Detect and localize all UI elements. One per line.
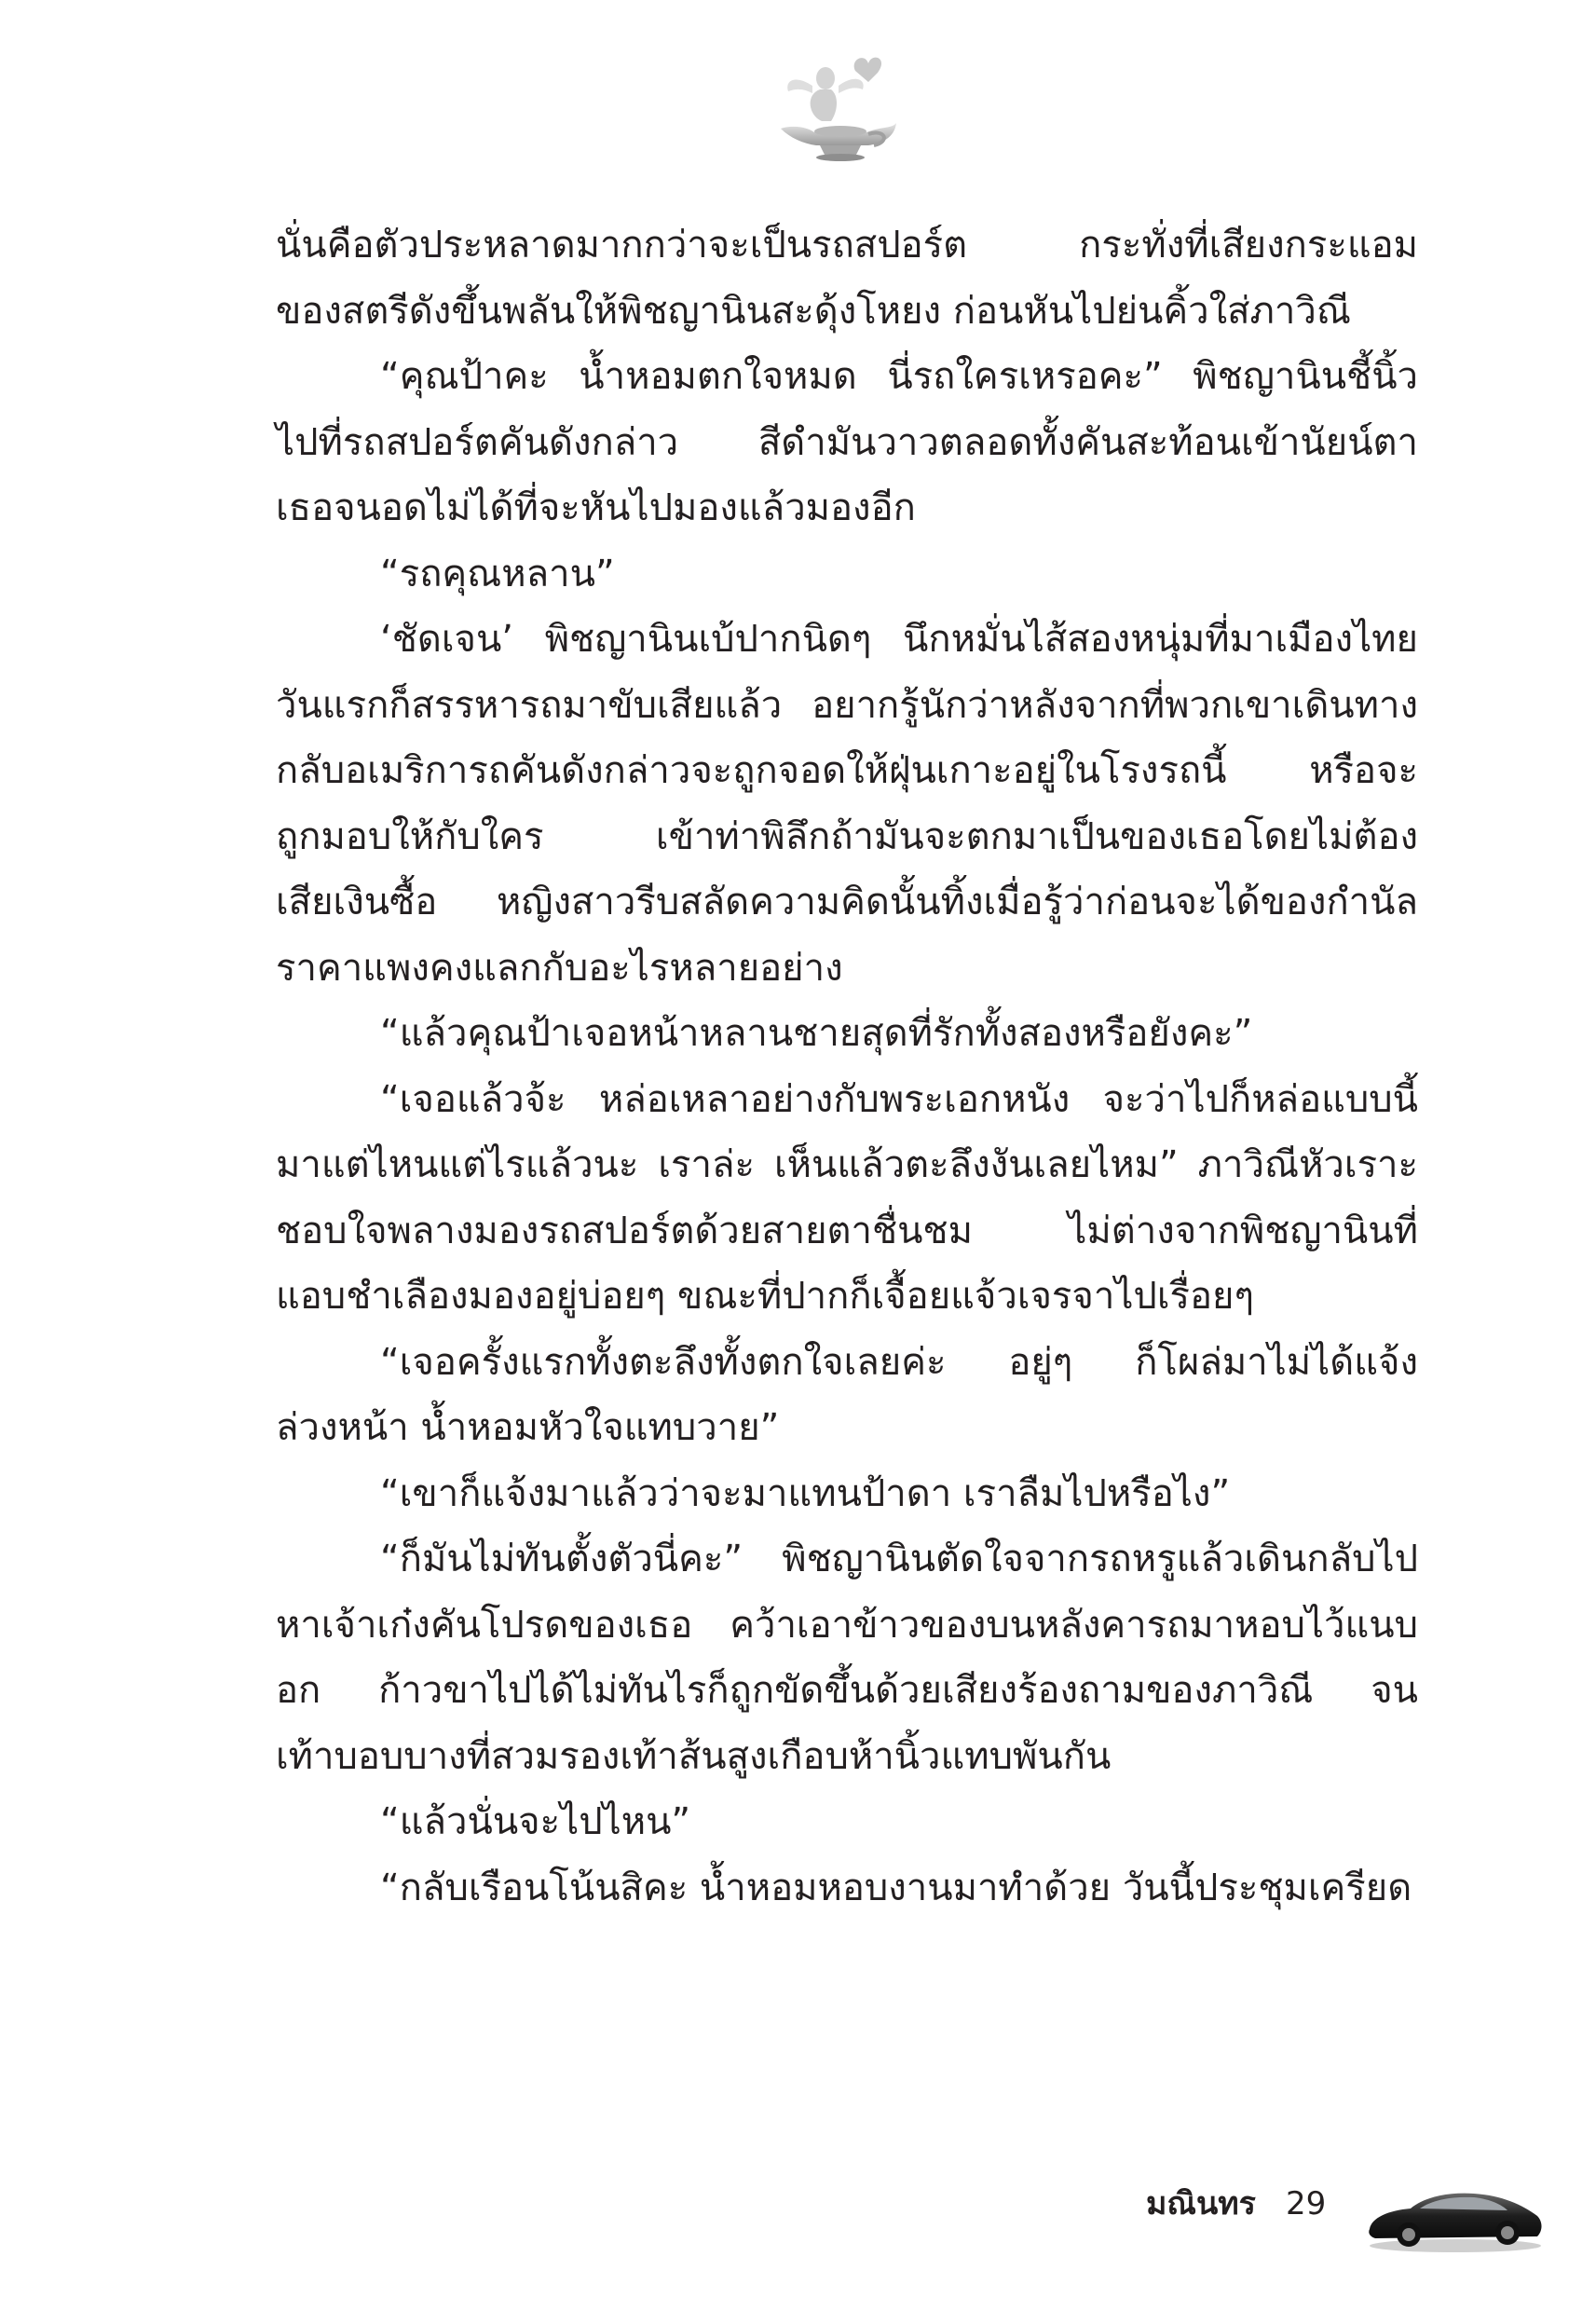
text-line: “รถคุณหลาน” <box>380 552 615 595</box>
text-line: วันแรกก็สรรหารถมาขับเสียแล้ว อยากรู้นักว่าหลังจากที่พวกเขาเดินทาง <box>276 683 1418 727</box>
text-line: ไปที่รถสปอร์ตคันดังกล่าว สีดำมันวาวตลอดทั้งคันสะท้อนเข้านัยน์ตา <box>276 420 1418 464</box>
text-line: กลับอเมริการถคันดังกล่าวจะถูกจอดให้ฝุ่นเกาะอยู่ในโรงรถนี้ หรือจะ <box>276 749 1418 792</box>
page-footer <box>1146 2171 1556 2274</box>
sports-car-icon <box>1362 2171 1548 2255</box>
paragraph <box>276 1330 1418 1461</box>
page-number: 29 <box>1286 2185 1327 2222</box>
text-line: “เขาก็แจ้งมาแล้วว่าจะมาแทนป้าดา เราลืมไปหรือไง” <box>380 1471 1231 1515</box>
paragraph <box>276 1001 1418 1067</box>
paragraph <box>276 607 1418 1001</box>
text-line: “คุณป้าคะ น้ำหอมตกใจหมด นี่รถใครเหรอคะ” พิชญานินชี้นิ้ว <box>380 355 1418 398</box>
paragraph <box>276 1526 1418 1789</box>
text-line: “ก็มันไม่ทันตั้งตัวนี่คะ” พิชญานินตัดใจจากรถหรูแล้วเดินกลับไป <box>380 1538 1418 1580</box>
text-line: เธอจนอดไม่ได้ที่จะหันไปมองแล้วมองอีก <box>276 486 916 529</box>
text-line: “เจอครั้งแรกทั้งตะลึงทั้งตกใจเลยค่ะ อยู่ๆ ก็โผล่มาไม่ได้แจ้ง <box>380 1340 1418 1384</box>
text-line: “กลับเรือนโน้นสิคะ น้ำหอมหอบงานมาทำด้วย วันนี้ประชุมเครียด <box>380 1866 1412 1909</box>
paragraph <box>276 541 1418 608</box>
text-line: “แล้วคุณป้าเจอหน้าหลานชายสุดที่รักทั้งสองหรือยังคะ” <box>380 1012 1253 1055</box>
paragraph <box>276 1461 1418 1527</box>
text-line: มาแต่ไหนแต่ไรแล้วนะ เราล่ะ เห็นแล้วตะลึงงันเลยไหม” ภาวิณีหัวเราะ <box>276 1143 1418 1186</box>
text-line: ‘ชัดเจน’ พิชญานินเบ้ปากนิดๆ นึกหมั่นไส้สองหนุ่มที่มาเมืองไทย <box>380 618 1418 661</box>
main-text <box>276 212 1418 1921</box>
paragraph <box>276 212 1418 344</box>
paragraph <box>276 1067 1418 1330</box>
paragraph <box>276 1855 1418 1921</box>
text-line: ของสตรีดังขึ้นพลันให้พิชญานินสะดุ้งโหยง ก่อนหันไปย่นคิ้วใส่ภาวิณี <box>276 289 1351 333</box>
text-line: “เจอแล้วจ้ะ หล่อเหลาอย่างกับพระเอกหนัง จะว่าไปก็หล่อแบบนี้ <box>380 1077 1418 1121</box>
text-line: เท้าบอบบางที่สวมรองเท้าส้นสูงเกือบห้านิ้วแทบพันกัน <box>276 1734 1112 1778</box>
text-line: ชอบใจพลางมองรถสปอร์ตด้วยสายตาชื่นชม ไม่ต่างจากพิชญานินที่ <box>276 1209 1418 1252</box>
paragraph <box>276 1789 1418 1855</box>
text-line: นั่นคือตัวประหลาดมากกว่าจะเป็นรถสปอร์ต กระทั่งที่เสียงกระแอม <box>276 224 1418 267</box>
author-name: มณินทร <box>1146 2185 1256 2222</box>
paragraph <box>276 344 1418 541</box>
text-line: “แล้วนั่นจะไปไหน” <box>380 1800 691 1843</box>
text-line: หาเจ้าเก๋งคันโปรดของเธอ คว้าเอาข้าวของบนหลังคารถมาหอบไว้แนบ <box>276 1603 1418 1647</box>
text-line: เสียเงินซื้อ หญิงสาวรีบสลัดความคิดนั้นทิ้งเมื่อรู้ว่าก่อนจะได้ของกำนัล <box>276 881 1418 923</box>
text-line: ราคาแพงคงแลกกับอะไรหลายอย่าง <box>276 946 843 990</box>
text-line: แอบชำเลืองมองอยู่บ่อยๆ ขณะที่ปากก็เจื้อยแจ้วเจรจาไปเรื่อยๆ <box>276 1275 1254 1318</box>
text-line: ล่วงหน้า น้ำหอมหัวใจแทบวาย” <box>276 1406 780 1449</box>
genie-lamp-ornament-icon <box>764 48 904 165</box>
text-line: ถูกมอบให้กับใคร เข้าท่าพิลึกถ้ามันจะตกมาเป็นของเธอโดยไม่ต้อง <box>276 814 1418 858</box>
text-line: อก ก้าวขาไปได้ไม่ทันไรก็ถูกขัดขึ้นด้วยเสียงร้องถามของภาวิณี จน <box>276 1669 1418 1712</box>
